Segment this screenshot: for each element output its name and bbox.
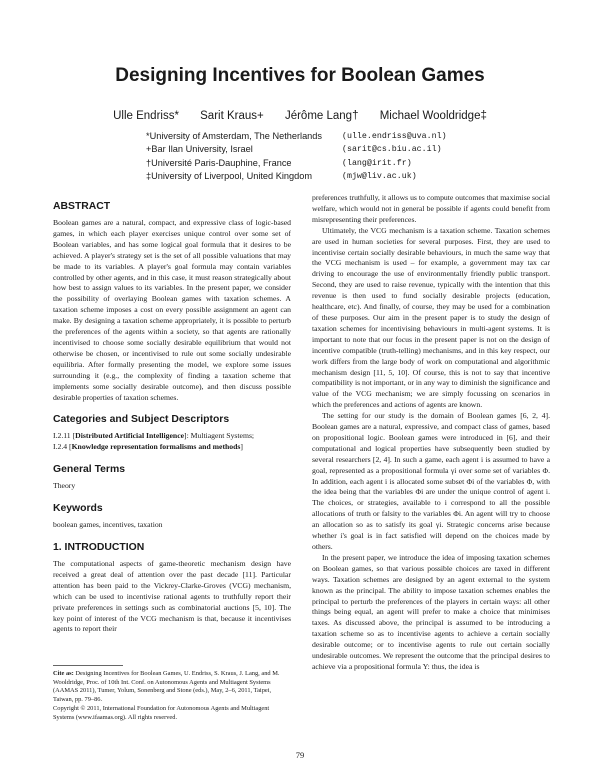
affiliation-name: *University of Amsterdam, The Netherlands	[146, 131, 322, 141]
right-column	[312, 193, 550, 673]
affiliation-email: (ulle.endriss@uva.nl)	[342, 132, 447, 141]
affiliation-row	[146, 170, 466, 183]
footnote-rule	[53, 665, 123, 666]
cite-text: Designing Incentives for Boolean Games, U. Endriss, S. Kraus, J. Lang, and M. Wooldridge, Proc. of 10th Int. Conf. on Autonomous Agents and Multiagent Systems (AAMAS 2011), Tumer, Yolum, Sonenberg and Stone (eds.), May, 2–6, 2011, Taipei, Taiwan, pp. 79–86.	[53, 670, 280, 704]
categories-heading: Categories and Subject Descriptors	[53, 414, 230, 426]
page-number: 79	[295, 750, 305, 760]
left-column	[53, 201, 291, 635]
copyright-text: Copyright © 2011, International Foundation for Autonomous Agents and Multiagent Systems (www.ifaamas.org). All rights reserved.	[53, 704, 270, 721]
paragraph: preferences truthfully, it allows us to compute outcomes that maximise social welfare, which would not in general be possible if agents could benefit from misrepresenting their preferences.	[312, 193, 550, 224]
author-4: Michael Wooldridge‡	[379, 110, 487, 122]
affiliation-email: (mjw@liv.ac.uk)	[342, 172, 417, 182]
citation-box	[53, 665, 291, 722]
author-list	[0, 110, 600, 122]
author-1: Ulle Endriss*	[113, 110, 179, 122]
paragraph: In the present paper, we introduce the idea of imposing taxation schemes on Boolean games, so that various possible choices are taxed in different ways. Taxation schemes are designed by an agent external to the system known as the principal. The ability to impose taxation schemes enables the principal to perturb the preferences of the players in certain ways: all other things being equal, an agent will prefer to make a choice that minimises taxes. As discussed above, the principal is assumed to be introducing a taxation scheme so as to incentivise agents to achieve a certain socially desirable outcome; or to incentivise agents to rule out certain socially undesirable outcomes. We represent the outcome that the principal desires to achieve via a propositional formula Υ: thus, the idea is	[312, 552, 550, 671]
author-3: Jérôme Lang†	[284, 110, 359, 122]
keywords-heading: Keywords	[53, 503, 103, 515]
general-terms-heading: General Terms	[53, 464, 125, 476]
paragraph: The setting for our study is the domain of Boolean games [6, 2, 4]. Boolean games are a natural, expressive, and compact class of games, based on propositional logic. Boolean games were introduced in [6], and their computational and logical properties have subsequently been studied by several researchers [2, 4]. In such a game, each agent i is assumed to have a goal, represented as a propositional formula γi over some set of variables Φ. In addition, each agent i is allocated some subset Φi of the variables Φ, with the idea being that the variables Φi are under the unique control of agent i. The choices, or strategies, available to i correspond to all the possible allocations of truth or falsity to the variables Φi. An agent will try to choose an allocation so as to satisfy its goal γi. Strategic concerns arise because whether i's goal is in fact satisfied will depend on the choices made by others.	[312, 411, 550, 551]
affiliation-email: (lang@irit.fr)	[342, 158, 412, 168]
keywords-text: boolean games, incentives, taxation	[53, 520, 163, 530]
affiliation-row	[146, 130, 466, 143]
affiliation-name: ‡University of Liverpool, United Kingdom	[146, 171, 312, 182]
abstract-heading: ABSTRACT	[53, 201, 111, 212]
abstract-text: Boolean games are a natural, compact, and expressive class of logic-based games, in which each player exercises unique control over some set of Boolean variables, and has some logical goal formula that it desires to be achieved. A player's strategy set is the set of all possible valuations that may be made to its variables. A player's goal formula may contain variables controlled by other agents, and in this case, it must reason strategically about how best to assign values to its variables. In the present paper, we consider the possibility of overlaying Boolean games with taxation schemes. A taxation scheme imposes a cost on every possible assignment an agent can make. By designing a taxation scheme appropriately, it is possible to perturb the preferences of the agents within a society, so that agents are rationally incentivised to choose some socially desirable equilibrium that would not otherwise be chosen, or incentivised to rule out some socially undesirable equilibria. After formally presenting the model, we explore some issues surrounding it (e.g., the complexity of finding a taxation scheme that implements some socially desirable outcome), and then discuss possible desirable properties of taxation schemes.	[53, 218, 291, 402]
general-terms-text: Theory	[53, 481, 76, 491]
affiliations	[146, 130, 466, 184]
affiliation-name: †Université Paris-Dauphine, France	[146, 157, 292, 168]
introduction-text: The computational aspects of game-theoretic mechanism design have received a great deal of attention over the past decade [11]. Particular attention has been paid to the Vickrey-Clarke-Groves (VCG) mechanism, which can be used to incentivise rational agents to truthfully report their private preferences in settings such as combinatorial auctions [5, 10]. The key point of interest of the VCG mechanism is that, because it incentivises agents to report their	[53, 559, 291, 634]
affiliation-name: +Bar Ilan University, Israel	[146, 144, 253, 155]
affiliation-row	[146, 143, 466, 156]
introduction-heading: 1. INTRODUCTION	[53, 542, 145, 554]
cite-label: Cite as:	[53, 670, 74, 677]
affiliation-row	[146, 157, 466, 170]
affiliation-email: (sarit@cs.biu.ac.il)	[342, 145, 442, 155]
paper-title: Designing Incentives for Boolean Games	[115, 65, 485, 86]
category-line-2: I.2.4 [Knowledge representation formalisms and methods]	[53, 442, 243, 452]
paragraph: Ultimately, the VCG mechanism is a taxation scheme. Taxation schemes are used in human societies for several purposes. First, they are used to incentivise certain socially desirable behaviours, in much the same way that the VCG mechanism is used – for example, a government may tax car driving to encourage the use of environmentally friendly public transport. Second, they are used to raise revenue, typically with the intention that this revenue is then used to fund socially desirable projects (education, healthcare, etc). And finally, of course, they may be used for a combination of these purposes. Our aim in the present paper is to study the design of taxation schemes for incentivising behaviours in multi-agent systems. It is important to note that our focus in the present paper is not on the design of incentive compatible (truth-telling) mechanisms, and in this key respect, our work differs from the large body of work on computational and algorithmic mechanism design [11, 5, 10]. Of course, this is not to say that incentive compatibility is not important, or in any way to diminish the significance and value of the VCG mechanism; we are simply focussing on scenarios in which the preferences and actions of agents are known.	[312, 225, 550, 410]
author-2: Sarit Kraus+	[200, 110, 264, 122]
category-line-1: I.2.11 [Distributed Artificial Intelligence]: Multiagent Systems;	[53, 431, 255, 441]
